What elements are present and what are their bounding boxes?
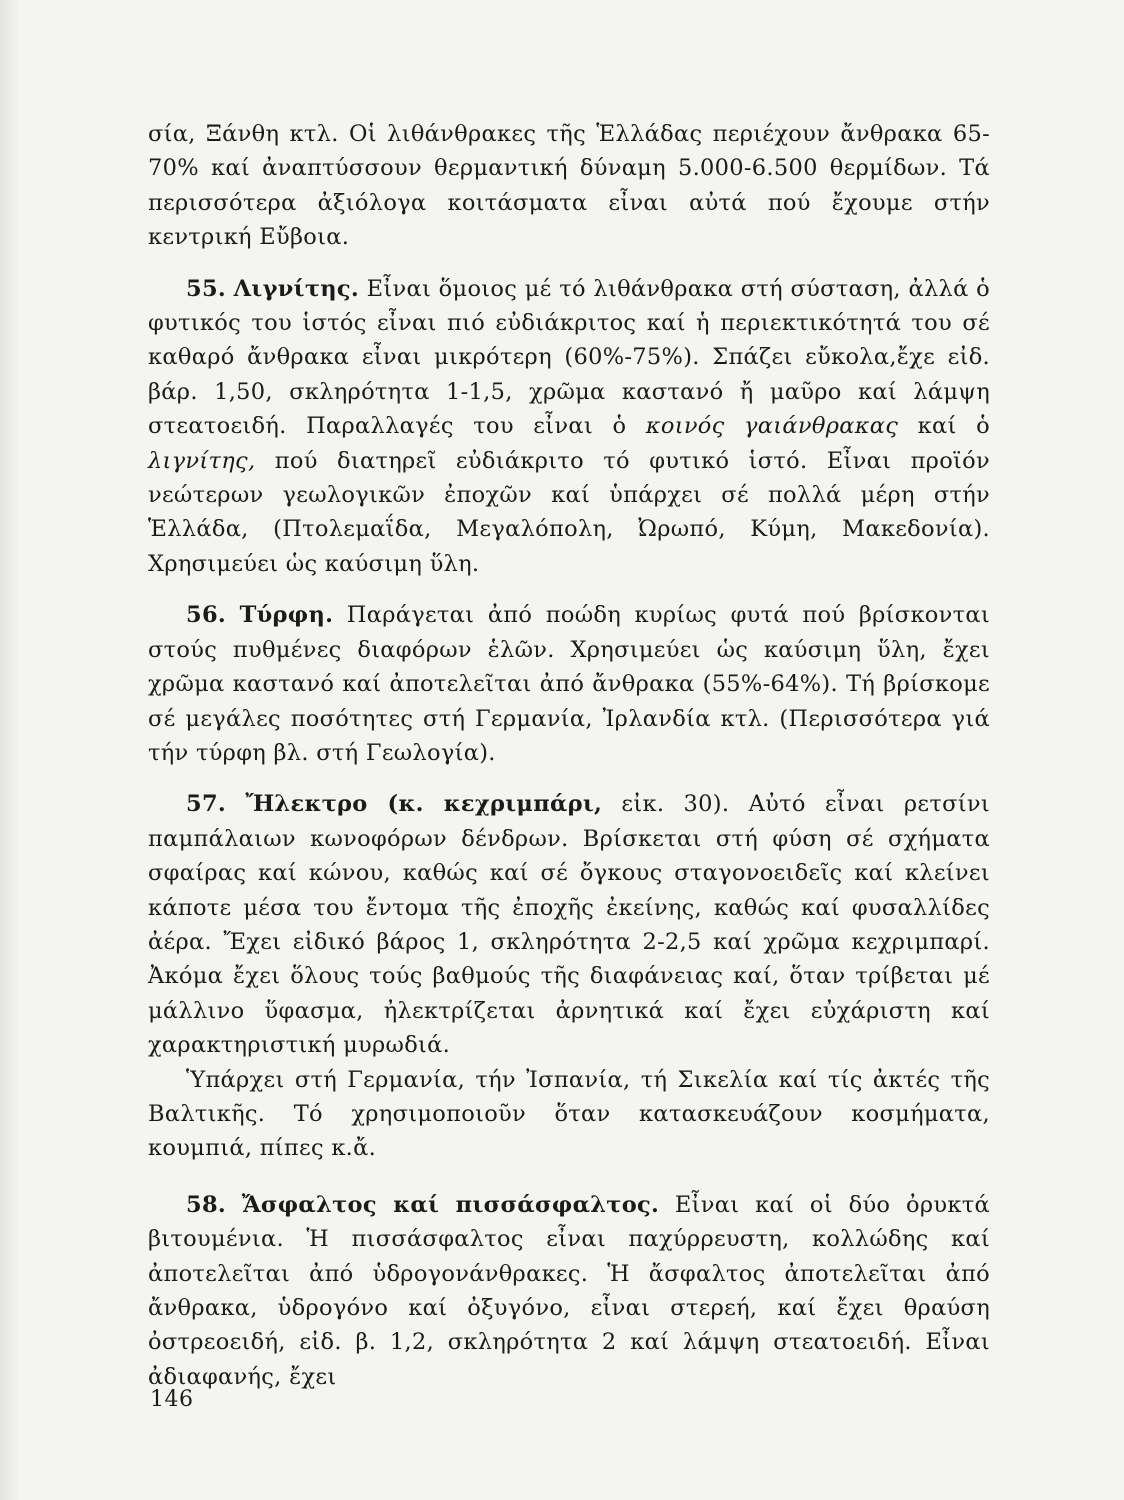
- section-heading: Λιγνίτης.: [233, 275, 360, 302]
- section-number: 56.: [186, 602, 227, 629]
- section-text: Παράγεται ἀπό ποώδη κυρίως φυτά πού βρίσκονται στούς πυθμένες διαφόρων ἑλῶν. Χρησιμεύει ὡς καύσιμη ὕλη, ἔχει χρῶμα καστανό καί ἀποτελεῖται ἀπό ἄνθρακα (55%-64%). Τή βρίσκομε σέ μεγάλες ποσότητες στή Γερμανία, Ἰρλανδία κτλ. (Περισσότερα γιά τήν τύρφη βλ. στή Γεωλογία).: [148, 602, 990, 766]
- section-number: 55.: [186, 275, 227, 302]
- page-number: 146: [150, 1387, 194, 1412]
- page-text: [148, 117, 990, 1394]
- section-57-amber-continued: Ὑπάρχει στή Γερμανία, τήν Ἰσπανία, τή Σικελία καί τίς ἀκτές τῆς Βαλτικῆς. Τό χρησιμοποιοῦν ὅταν κατασκευάζουν κοσμήματα, κουμπιά, πίπες κ.ἄ.: [148, 1066, 990, 1162]
- section-number: 57.: [186, 791, 227, 818]
- section-text: εἰκ. 30). Αὐτό εἶναι ρετσίνι παμπάλαιων κωνοφόρων δένδρων. Βρίσκεται στή φύση σέ σχήματα σφαίρας καί κώνου, καθώς καί σέ ὄγκους σταγονοειδεῖς καί κλείνει κάποτε μέσα του ἔντομα τῆς ἐποχῆς ἐκείνης, καθώς καί φυσαλλίδες ἀέρα. Ἔχει εἰδικό βάρος 1, σκληρότητα 2-2,5 καί χρῶμα κεχριμπαρί. Ἀκόμα ἔχει ὅλους τούς βαθμούς τῆς διαφάνειας καί, ὅταν τρίβεται μέ μάλλινο ὕφασμα, ἠλεκτρίζεται ἀρνητικά καί ἔχει εὐχάριστη καί χαρακτηριστική μυρωδιά.: [148, 791, 990, 1059]
- section-57-amber: [148, 787, 990, 1062]
- italic-term: λιγνίτης,: [148, 447, 256, 474]
- scan-edge-shadow: [0, 0, 20, 1500]
- section-number: 58.: [186, 1191, 227, 1218]
- section-55-lignite: [148, 272, 990, 582]
- section-56-peat: [148, 598, 990, 770]
- section-heading: Ἤλεκτρο (κ. κεχριμπάρι,: [245, 791, 603, 818]
- section-text: πού διατηρεῖ εὐδιάκριτο τό φυτικό ἱστό. Εἶναι προϊόν νεώτερων γεωλογικῶν ἐποχῶν καί ὑπάρχει σέ πολλά μέρη στήν Ἑλλάδα, (Πτολεμαΐδα, Μεγαλόπολη, Ὠρωπό, Κύμη, Μακεδονία). Χρησιμεύει ὡς καύσιμη ὕλη.: [148, 447, 990, 577]
- section-58-asphalt: [148, 1188, 990, 1394]
- section-text: καί ὁ: [898, 413, 990, 440]
- section-heading: Τύρφη.: [239, 602, 334, 629]
- paragraph-continuation: σία, Ξάνθη κτλ. Οἱ λιθάνθρακες τῆς Ἑλλάδας περιέχουν ἄνθρακα 65-70% καί ἀναπτύσσουν θερμαντική δύναμη 5.000-6.500 θερμίδων. Τά περισσότερα ἀξιόλογα κοιτάσματα εἶναι αὐτά πού ἔχουμε στήν κεντρική Εὔβοια.: [148, 121, 990, 251]
- section-heading: Ἄσφαλτος καί πισσάσφαλτος.: [241, 1191, 660, 1218]
- section-text: Εἶναι καί οἱ δύο ὀρυκτά βιτουμένια. Ἡ πισσάσφαλτος εἶναι παχύρρευστη, κολλώδης καί ἀποτελεῖται ἀπό ὑδρογονάνθρακες. Ἡ ἄσφαλτος ἀποτελεῖται ἀπό ἄνθρακα, ὑδρογόνο καί ὀξυγόνο, εἶναι στερεή, καί ἔχει θραύση ὀστρεοειδή, εἰδ. β. 1,2, σκληρότητα 2 καί λάμψη στεατοειδή. Εἶναι ἀδιαφανής, ἔχει: [148, 1191, 991, 1390]
- italic-term: κοινός γαιάνθρακας: [645, 413, 899, 440]
- section-text: Εἶναι ὅμοιος μέ τό λιθάνθρακα στή σύσταση, ἀλλά ὁ φυτικός του ἱστός εἶναι πιό εὐδιάκριτος καί ἡ περιεκτικότητά του σέ καθαρό ἄνθρακα εἶναι μικρότερη (60%-75%). Σπάζει εὔκολα,ἔχε εἰδ. βάρ. 1,50, σκληρότητα 1-1,5, χρῶμα καστανό ἤ μαῦρο καί λάμψη στεατοειδή. Παραλλαγές του εἶναι ὁ: [148, 275, 991, 440]
